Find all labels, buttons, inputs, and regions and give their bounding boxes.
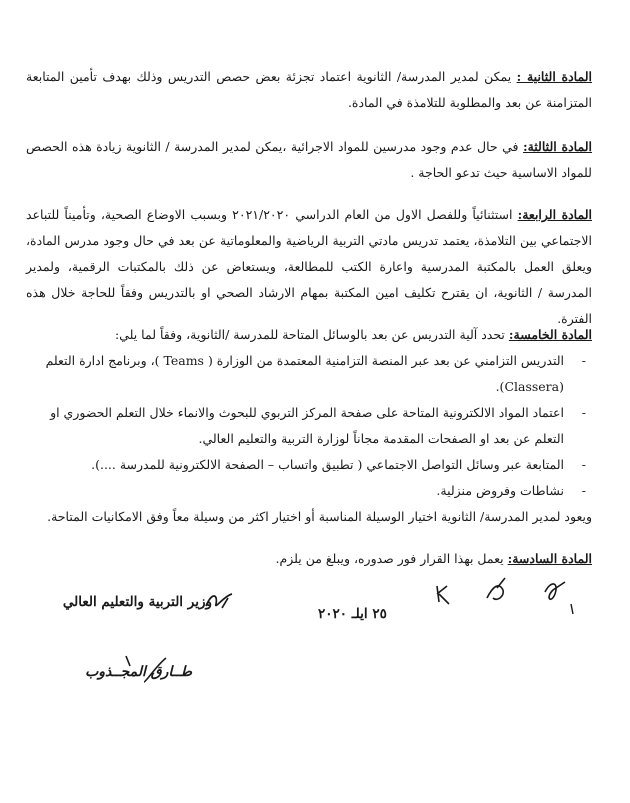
article-5 bbox=[26, 322, 592, 348]
article-5-list bbox=[24, 348, 586, 504]
article-4-heading: المادة الرابعة: bbox=[517, 207, 593, 222]
list-item-text: المتابعة عبر وسائل التواصل الاجتماعي ( تطبيق واتساب – الصفحة الالكترونية للمدرسة ....). bbox=[91, 457, 564, 472]
list-item bbox=[24, 348, 586, 400]
article-2-text: يمكن لمدير المدرسة/ الثانوية اعتماد تجزئة بعض حصص التدريس وذلك بهدف تأمين المتابعة المتزامنة عن بعد والمطلوبة للتلامذة في المادة. bbox=[26, 69, 592, 110]
list-item-text: اعتماد المواد الالكترونية المتاحة على صفحة المركز التربوي للبحوث والانماء خلال التعلم الحضوري او التعلم عن بعد او الصفحات المقدمة مجاناً لوزارة التربية والتعليم العالي. bbox=[50, 405, 564, 446]
list-item bbox=[24, 400, 586, 452]
article-3-text: في حال عدم وجود مدرسين للمواد الاجرائية ،يمكن لمدير المدرسة / الثانوية زيادة هذه الحصص للمواد الاساسية حيث تدعو الحاجة . bbox=[26, 139, 592, 180]
article-2 bbox=[26, 64, 592, 116]
article-3-heading: المادة الثالثة: bbox=[522, 139, 592, 154]
minister-name: طــارق المجــذوب bbox=[85, 664, 192, 680]
article-5-heading: المادة الخامسة: bbox=[508, 327, 592, 342]
article-4-text: استثنائياً وللفصل الاول من العام الدراسي ٢٠٢١/٢٠٢٠ وبسبب الاوضاع الصحية، وتأميناً للتباعد الاجتماعي بين التلامذة، يعتمد تدريس مادتي التربية الرياضية والمعلوماتية عن بعد في حال وجود مدرس المادة، ويعلق العمل بالمكتبة المدرسية واعارة الكتب للمطالعة، ويستعاض عن ذلك بالمكتبات الرقمية، ولمدير المدرسة / الثانوية، ان يقترح تكليف امين المكتبة بمهام الارشاد الصحي او بالتدريس وفقاً للحاجة خلال هذه الفترة. bbox=[26, 207, 592, 326]
list-item-text: نشاطات وفروض منزلية. bbox=[436, 483, 564, 498]
article-6-heading: المادة السادسة: bbox=[507, 551, 592, 566]
name-signature-flourish bbox=[86, 652, 176, 688]
article-5-text: تحدد آلية التدريس عن بعد بالوسائل المتاحة للمدرسة /الثانوية، وفقاً لما يلي: bbox=[114, 327, 509, 342]
list-item-text: التدريس التزامني عن بعد عبر المنصة التزامنية المعتمدة من الوزارة ( Teams )، وبرنامج ادارة التعلم (Classera). bbox=[45, 353, 564, 394]
article-3 bbox=[26, 134, 592, 186]
article-4 bbox=[26, 202, 592, 332]
list-dash: - bbox=[581, 483, 586, 498]
decree-date: ٢٥ ايلـ ٢٠٢٠ bbox=[318, 606, 387, 622]
list-dash: - bbox=[581, 457, 586, 472]
minister-signature bbox=[202, 588, 238, 614]
article-5-closing: ويعود لمدير المدرسة/ الثانوية اختيار الوسيلة المناسبة أو اختيار اكثر من وسيلة معاً وفق الامكانيات المتاحة. bbox=[47, 509, 592, 524]
list-dash: - bbox=[581, 353, 586, 368]
initials-signatures bbox=[425, 568, 595, 618]
list-item bbox=[24, 478, 586, 504]
article-2-heading: المادة الثانية : bbox=[516, 69, 592, 84]
list-dash: - bbox=[581, 405, 586, 420]
article-6-text: يعمل بهذا القرار فور صدوره، ويبلغ من يلزم. bbox=[275, 551, 508, 566]
minister-title: وزير التربية والتعليم العالي bbox=[62, 594, 212, 610]
list-item bbox=[24, 452, 586, 478]
